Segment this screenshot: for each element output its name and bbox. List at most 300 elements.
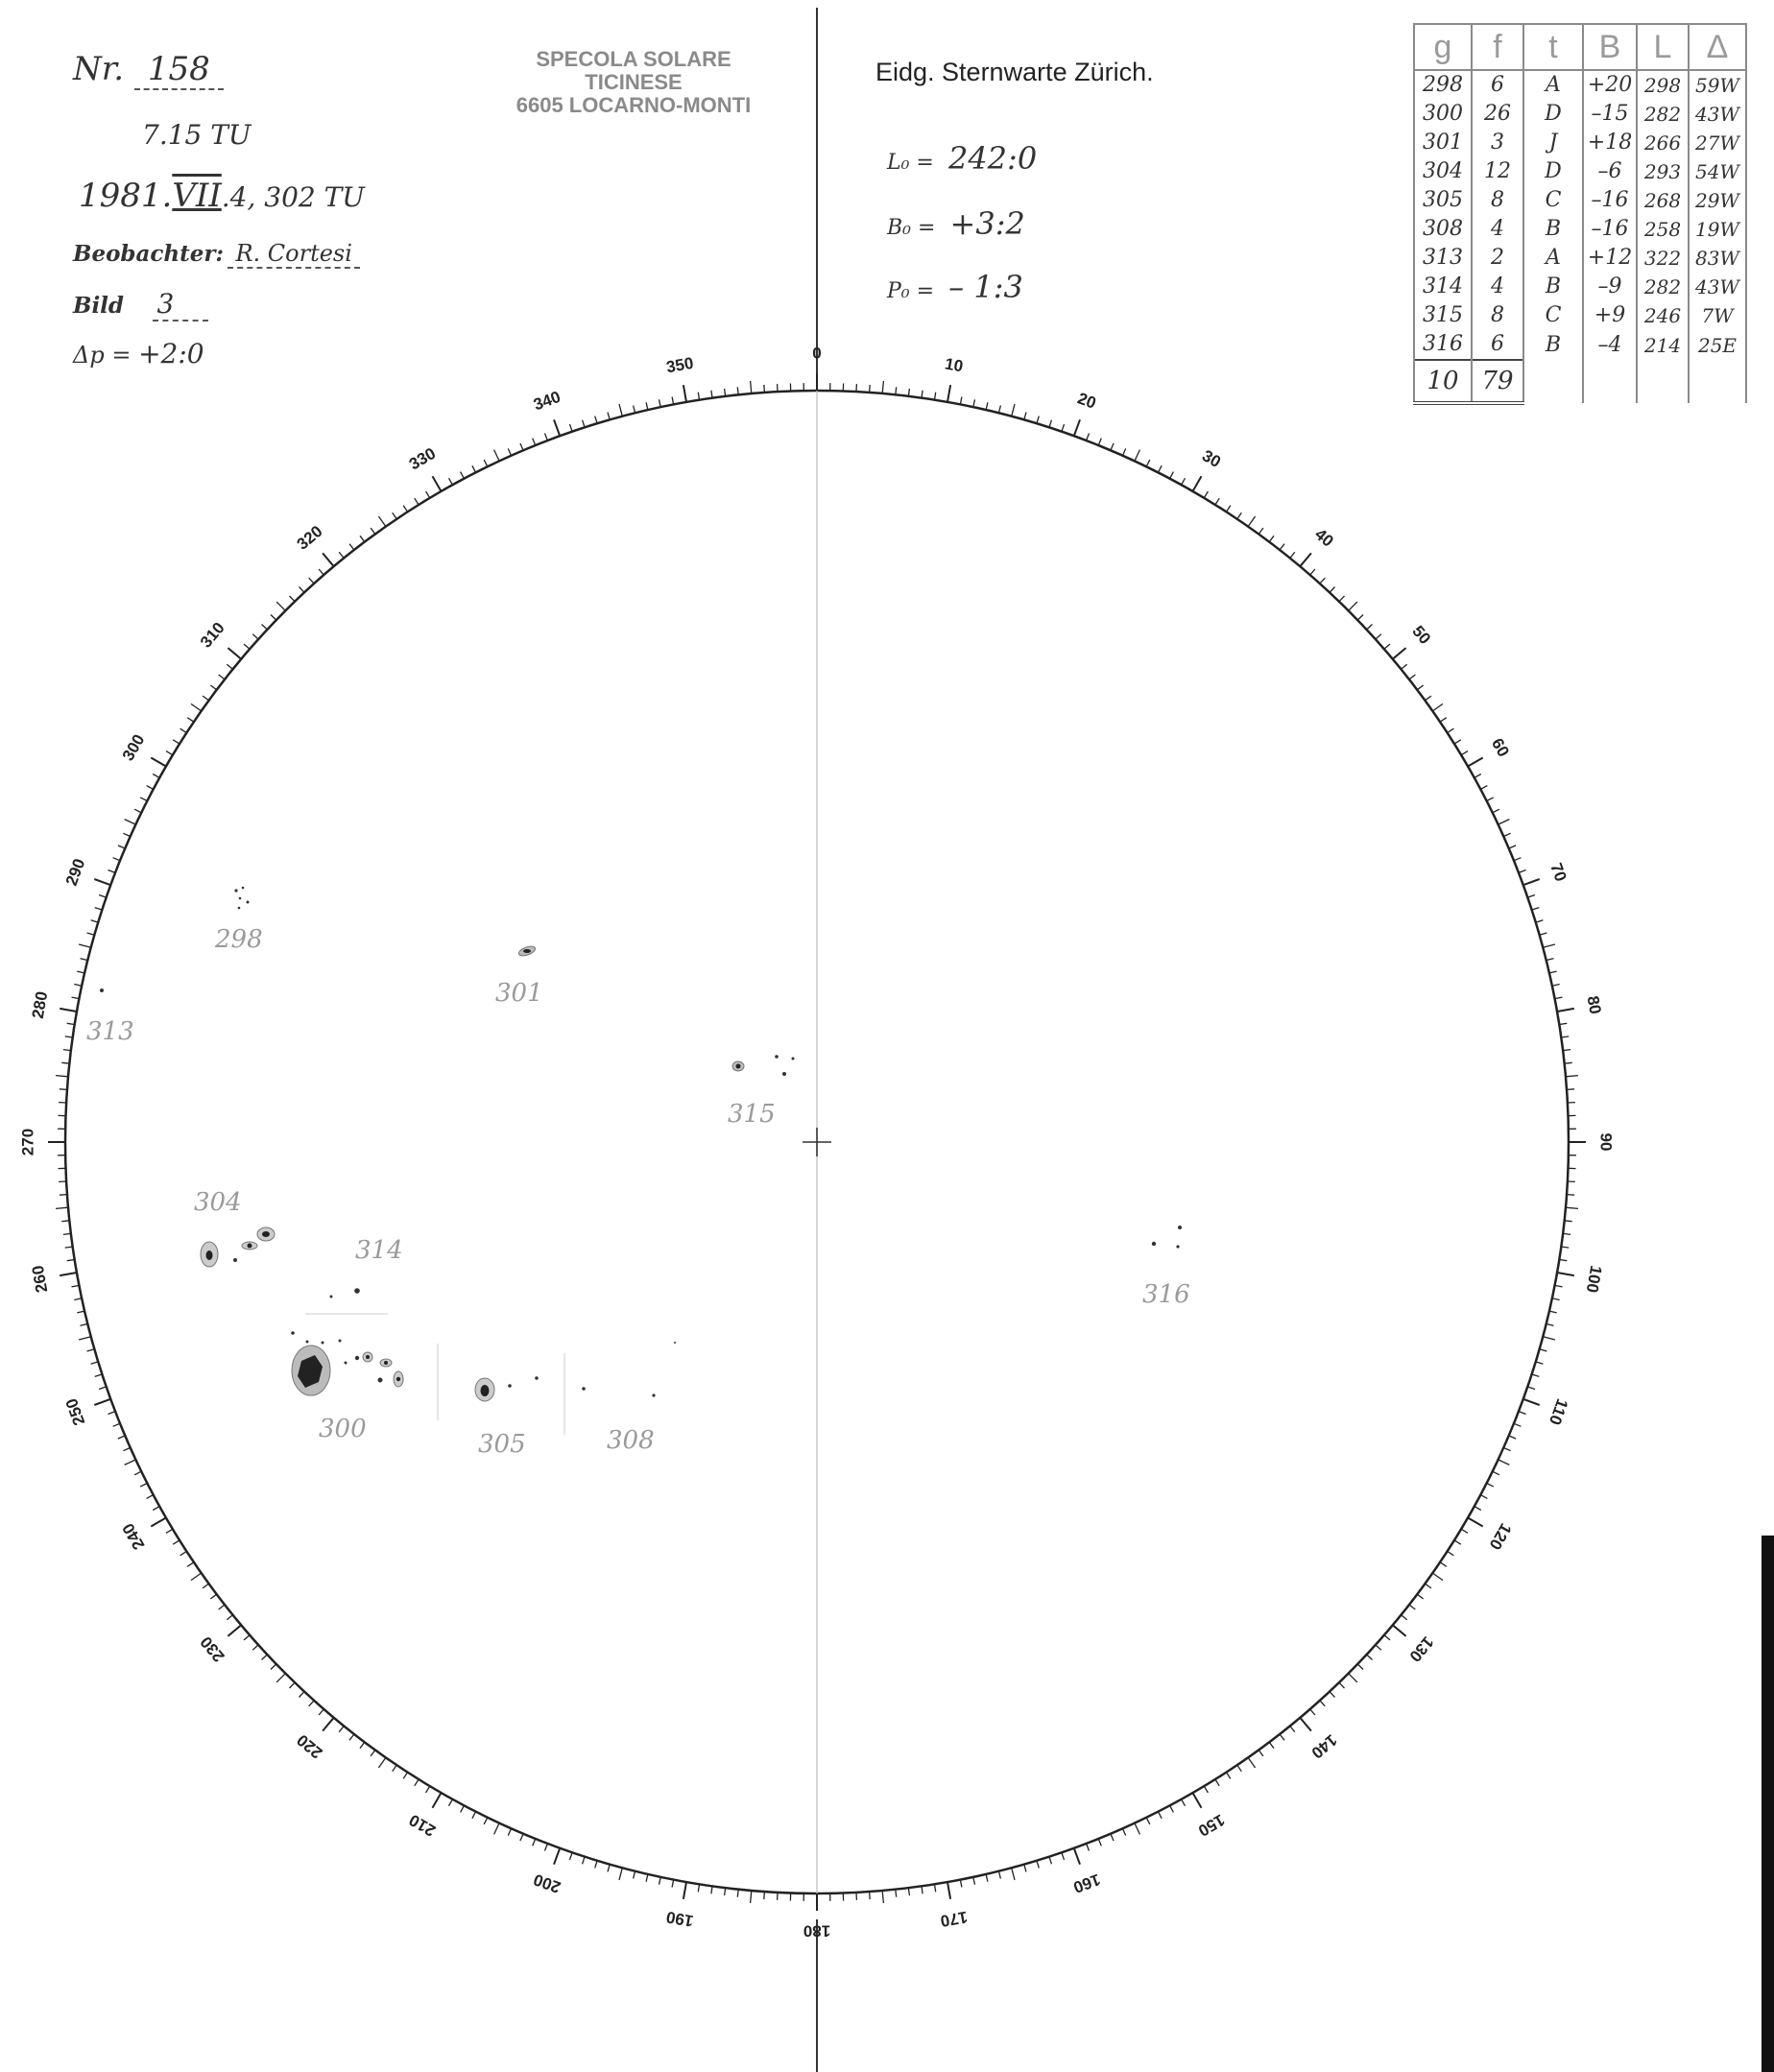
degree-tick — [228, 648, 241, 659]
degree-tick — [1487, 1484, 1494, 1488]
degree-tick — [393, 1765, 397, 1772]
table-cell-g: 298 — [1414, 70, 1472, 100]
sunspot — [508, 1384, 512, 1388]
degree-tick — [56, 1076, 68, 1077]
degree-tick — [187, 1562, 194, 1567]
p0-value: – 1:3 — [948, 269, 1023, 305]
sunspot-umbra — [384, 1361, 388, 1365]
degree-tick — [349, 1734, 354, 1740]
header-f: f — [1472, 24, 1523, 70]
table-cell-g: 304 — [1414, 157, 1472, 186]
degree-tick — [1087, 434, 1090, 441]
degree-tick — [166, 1529, 173, 1533]
degree-tick — [1012, 404, 1015, 417]
degree-tick — [1498, 820, 1510, 825]
degree-tick — [1509, 1436, 1516, 1439]
degree-tick — [140, 1484, 147, 1488]
degree-tick — [608, 413, 610, 420]
degree-label: 180 — [803, 1921, 831, 1941]
degree-tick — [1402, 1615, 1407, 1620]
table-cell-t: A — [1523, 244, 1583, 273]
degree-tick — [520, 1834, 523, 1841]
degree-tick — [65, 1036, 73, 1037]
nr-label: Nr. — [73, 50, 125, 88]
degree-tick — [646, 1874, 648, 1882]
degree-tick — [1493, 809, 1499, 813]
degree-tick — [1280, 544, 1284, 550]
degree-tick — [1215, 498, 1219, 505]
degree-tick — [77, 971, 84, 973]
degree-tick — [1519, 1412, 1526, 1415]
degree-tick — [725, 1888, 726, 1895]
degree-tick — [1182, 1799, 1186, 1806]
degree-tick — [77, 1311, 84, 1313]
degree-tick — [1012, 1868, 1015, 1880]
degree-tick — [986, 1874, 988, 1882]
degree-tick — [960, 1880, 962, 1888]
degree-tick — [74, 985, 82, 987]
degree-tick — [1402, 664, 1407, 669]
group-label-298: 298 — [215, 925, 263, 954]
bild-label: Bild — [73, 293, 124, 319]
stamp-line-2: TICINESE — [585, 70, 683, 94]
degree-tick — [570, 424, 573, 432]
degree-tick — [81, 1323, 88, 1325]
table-total-f: 79 — [1472, 360, 1523, 403]
degree-label: 50 — [1408, 622, 1435, 649]
degree-tick — [60, 1273, 77, 1275]
degree-tick — [960, 397, 962, 405]
degree-tick — [56, 1207, 68, 1208]
table-cell-b: +20 — [1583, 70, 1637, 100]
degree-tick — [244, 1635, 250, 1640]
degree-label: 280 — [28, 989, 52, 1020]
table-cell-b: –6 — [1583, 157, 1637, 186]
degree-tick — [870, 385, 871, 393]
table-cell-t: C — [1523, 301, 1583, 330]
sunspot — [775, 1055, 779, 1059]
degree-tick — [554, 1848, 560, 1865]
degree-tick — [1237, 512, 1242, 519]
degree-tick — [151, 758, 166, 767]
degree-tick — [87, 933, 95, 935]
degree-tick — [1159, 465, 1163, 472]
degree-tick — [63, 1233, 71, 1234]
degree-label: 90 — [1596, 1132, 1616, 1152]
l0-value: 242:0 — [947, 140, 1038, 177]
degree-tick — [1546, 1323, 1554, 1325]
degree-tick — [711, 391, 712, 398]
degree-tick — [1215, 1779, 1219, 1786]
degree-tick — [1384, 1635, 1390, 1640]
degree-tick — [1393, 1625, 1406, 1636]
sunspot — [1152, 1242, 1156, 1246]
table-cell-g: 305 — [1414, 186, 1472, 215]
header-g: g — [1414, 24, 1472, 70]
degree-tick — [1062, 424, 1065, 432]
degree-tick — [986, 402, 988, 410]
table-cell-b: –4 — [1583, 330, 1637, 360]
degree-tick — [1259, 528, 1263, 534]
degree-tick — [91, 920, 99, 922]
degree-tick — [191, 703, 202, 711]
degree-tick — [244, 644, 250, 649]
degree-tick — [60, 1009, 77, 1012]
degree-tick — [1170, 1805, 1174, 1812]
degree-tick — [554, 419, 560, 436]
table-cell-f: 8 — [1472, 186, 1523, 215]
sunspot — [535, 1376, 539, 1380]
l0-label: L₀ = — [887, 151, 934, 175]
degree-tick — [570, 1852, 573, 1860]
degree-tick — [118, 1436, 125, 1439]
degree-tick — [1557, 1009, 1574, 1012]
degree-tick — [1566, 1076, 1578, 1077]
degree-label: 210 — [405, 1810, 440, 1841]
degree-tick — [1310, 569, 1315, 575]
degree-tick — [1555, 997, 1563, 999]
degree-tick — [426, 1786, 430, 1793]
degree-tick — [219, 675, 225, 679]
sunspot-umbra — [248, 1244, 252, 1249]
degree-label: 310 — [196, 618, 228, 652]
degree-tick — [683, 385, 686, 402]
table-cell-b: +12 — [1583, 244, 1637, 273]
degree-tick — [659, 1877, 661, 1885]
degree-tick — [1237, 1765, 1242, 1772]
table-cell-b: –16 — [1583, 215, 1637, 244]
degree-tick — [1440, 718, 1447, 723]
degree-tick — [91, 1362, 99, 1364]
degree-tick — [711, 1886, 712, 1893]
degree-tick — [1376, 1645, 1381, 1650]
sunspot-group-298 — [234, 887, 249, 910]
group-label-308: 308 — [607, 1426, 655, 1455]
degree-label: 120 — [1485, 1519, 1516, 1554]
table-cell-g: 301 — [1414, 129, 1472, 157]
degree-tick — [1409, 675, 1415, 679]
degree-tick — [1135, 1823, 1140, 1835]
degree-label: 0 — [812, 344, 822, 363]
degree-tick — [1024, 1865, 1026, 1872]
degree-tick — [1536, 1362, 1544, 1364]
degree-tick — [1320, 1701, 1325, 1706]
degree-tick — [67, 1260, 75, 1261]
degree-tick — [672, 1880, 674, 1888]
sunspot — [330, 1296, 333, 1298]
degree-tick — [60, 1089, 67, 1090]
degree-tick — [1527, 1387, 1535, 1390]
degree-tick — [545, 434, 548, 441]
degree-tick — [271, 615, 276, 621]
nr-value: 158 — [134, 50, 224, 90]
degree-tick — [947, 385, 950, 402]
degree-label: 190 — [664, 1907, 695, 1931]
degree-tick — [1074, 1848, 1080, 1865]
degree-tick — [882, 381, 883, 393]
table-cell-t: C — [1523, 186, 1583, 215]
degree-label: 140 — [1307, 1730, 1341, 1763]
degree-tick — [147, 786, 154, 790]
degree-tick — [1417, 685, 1423, 690]
degree-tick — [1567, 1089, 1574, 1090]
degree-tick — [180, 1552, 187, 1556]
degree-tick — [309, 578, 314, 583]
degree-tick — [95, 908, 103, 910]
degree-label: 10 — [943, 354, 965, 376]
table-cell-d: 54W — [1689, 157, 1746, 186]
degree-tick — [300, 587, 305, 593]
degree-tick — [108, 1412, 116, 1415]
degree-tick — [87, 1349, 95, 1351]
sunspot-umbra — [366, 1355, 370, 1359]
table-cell-f: 3 — [1472, 129, 1523, 157]
degree-tick — [608, 1865, 610, 1872]
degree-tick — [461, 472, 465, 479]
degree-tick — [415, 498, 419, 505]
degree-tick — [1461, 751, 1468, 755]
degree-tick — [108, 870, 116, 873]
degree-tick — [203, 1584, 208, 1588]
degree-tick — [426, 491, 430, 498]
sunspot-group-308 — [582, 1342, 676, 1397]
degree-tick — [371, 1750, 375, 1756]
degree-label: 300 — [118, 730, 149, 765]
degree-tick — [203, 696, 208, 701]
sunspot-umbra — [523, 949, 531, 953]
degree-tick — [1024, 413, 1026, 420]
table-cell-d: 83W — [1689, 244, 1746, 273]
table-cell-t: D — [1523, 157, 1583, 186]
degree-tick — [262, 625, 268, 631]
degree-tick — [472, 465, 476, 472]
table-cell-t: D — [1523, 100, 1583, 129]
degree-tick — [79, 1337, 91, 1340]
group-label-301: 301 — [495, 979, 543, 1008]
degree-tick — [1487, 798, 1494, 801]
table-cell-l: 282 — [1637, 273, 1689, 301]
observatory-title: Eidg. Sternwarte Zürich. — [875, 58, 1154, 86]
degree-tick — [1146, 460, 1150, 466]
degree-tick — [698, 1884, 699, 1892]
degree-tick — [1426, 696, 1431, 701]
degree-tick — [1146, 1818, 1150, 1824]
degree-tick — [433, 1793, 442, 1808]
table-cell-g: 313 — [1414, 244, 1472, 273]
degree-tick — [764, 1892, 765, 1899]
delta-p-label: Δp = — [73, 342, 132, 369]
date-month: VII — [172, 177, 222, 215]
b0-value: +3:2 — [949, 205, 1025, 242]
degree-tick — [634, 1871, 635, 1879]
degree-tick — [95, 1374, 103, 1376]
group-label-305: 305 — [478, 1430, 526, 1459]
sunspot — [322, 1342, 324, 1345]
sunspot-group-305 — [475, 1376, 539, 1401]
table-cell-f: 26 — [1472, 100, 1523, 129]
degree-tick — [922, 1886, 923, 1893]
degree-tick — [998, 406, 1000, 414]
degree-tick — [1111, 1834, 1114, 1841]
degree-tick — [935, 393, 936, 400]
degree-tick — [1503, 833, 1510, 836]
degree-tick — [371, 528, 375, 534]
degree-tick — [378, 516, 386, 527]
degree-label: 240 — [118, 1519, 149, 1554]
header-b: B — [1583, 24, 1637, 70]
degree-tick — [1549, 1311, 1557, 1313]
degree-tick — [1248, 516, 1256, 527]
degree-tick — [449, 478, 453, 485]
degree-tick — [1098, 439, 1101, 445]
degree-tick — [1468, 758, 1483, 767]
degree-tick — [737, 387, 738, 394]
table-cell-d: 7W — [1689, 301, 1746, 330]
degree-label: 230 — [196, 1632, 228, 1666]
degree-tick — [672, 397, 674, 405]
degree-tick — [533, 439, 536, 445]
degree-tick — [153, 774, 159, 778]
header-l: L — [1637, 24, 1689, 70]
degree-tick — [433, 476, 442, 491]
degree-label: 250 — [61, 1395, 89, 1428]
degree-tick — [1454, 1540, 1461, 1544]
degree-label: 220 — [293, 1730, 326, 1763]
degree-tick — [323, 1718, 334, 1731]
degree-tick — [339, 552, 344, 558]
degree-tick — [65, 1247, 73, 1248]
degree-tick — [1426, 1584, 1431, 1588]
degree-label: 160 — [1070, 1870, 1103, 1897]
degree-tick — [1259, 1750, 1263, 1756]
degree-tick — [134, 1471, 141, 1475]
sunspot — [652, 1393, 655, 1396]
degree-tick — [323, 553, 334, 566]
table-cell-l: 258 — [1637, 215, 1689, 244]
table-cell-g: 300 — [1414, 100, 1472, 129]
degree-tick — [908, 1888, 909, 1895]
degree-tick — [1330, 1692, 1335, 1698]
degree-tick — [1280, 1734, 1284, 1740]
degree-tick — [1349, 1674, 1357, 1682]
sunspot — [1178, 1226, 1182, 1229]
degree-tick — [659, 399, 661, 407]
degree-tick — [79, 944, 91, 947]
degree-tick — [1290, 1727, 1295, 1732]
table-total-g: 10 — [1414, 360, 1472, 403]
sunspot — [234, 889, 237, 892]
degree-tick — [1474, 774, 1481, 778]
degree-label: 340 — [531, 387, 563, 415]
degree-tick — [1559, 1260, 1567, 1261]
sunspot — [345, 1362, 348, 1365]
degree-tick — [60, 1195, 67, 1196]
degree-tick — [378, 1757, 386, 1768]
degree-tick — [61, 1221, 69, 1222]
degree-label: 80 — [1583, 994, 1605, 1016]
degree-tick — [1339, 596, 1345, 602]
degree-tick — [1527, 895, 1535, 898]
degree-tick — [415, 1779, 419, 1786]
degree-tick — [947, 1882, 950, 1899]
degree-tick — [1432, 1573, 1443, 1581]
degree-label: 100 — [1582, 1264, 1606, 1295]
table-cell-b: +18 — [1583, 129, 1637, 157]
degree-label: 350 — [664, 353, 695, 377]
observer-label: Beobachter: — [73, 241, 224, 267]
degree-tick — [393, 512, 397, 519]
degree-tick — [1493, 1471, 1499, 1475]
degree-tick — [1563, 1233, 1570, 1234]
degree-tick — [290, 1682, 296, 1688]
degree-tick — [1182, 478, 1186, 485]
table-cell-l: 282 — [1637, 100, 1689, 129]
degree-tick — [276, 1674, 285, 1682]
degree-tick — [634, 406, 635, 414]
degree-tick — [998, 1871, 1000, 1879]
degree-tick — [99, 895, 107, 898]
sunspot-umbra — [262, 1231, 270, 1237]
group-label-316: 316 — [1142, 1280, 1190, 1309]
table-cell-d: 43W — [1689, 273, 1746, 301]
sunspot — [378, 1378, 383, 1383]
table-cell-d: 59W — [1689, 70, 1746, 100]
group-label-314: 314 — [355, 1236, 403, 1265]
degree-tick — [1269, 1742, 1274, 1748]
degree-tick — [908, 389, 909, 396]
sunspot-umbra — [481, 1385, 490, 1396]
degree-tick — [494, 450, 500, 462]
degree-tick — [1193, 1793, 1202, 1808]
degree-tick — [147, 1495, 154, 1499]
degree-label: 70 — [1546, 860, 1570, 884]
observation-time: 7.15 TU — [142, 119, 252, 151]
degree-tick — [1552, 1298, 1560, 1300]
degree-tick — [1290, 552, 1295, 558]
degree-tick — [1552, 985, 1560, 987]
degree-tick — [1561, 1036, 1569, 1037]
degree-tick — [173, 740, 180, 744]
degree-tick — [153, 1507, 159, 1511]
degree-tick — [360, 536, 365, 541]
degree-tick — [99, 1387, 107, 1390]
degree-tick — [151, 1518, 166, 1527]
degree-tick — [1123, 1828, 1126, 1835]
sunspot-umbra — [396, 1377, 400, 1381]
degree-tick — [1349, 602, 1357, 610]
degree-tick — [191, 1573, 202, 1581]
degree-tick — [1498, 1460, 1510, 1465]
degree-tick — [545, 1844, 548, 1851]
degree-tick — [1448, 728, 1454, 732]
degree-tick — [166, 751, 173, 755]
degree-label: 30 — [1199, 446, 1224, 472]
degree-tick — [1098, 1839, 1101, 1846]
table-cell-f: 4 — [1472, 273, 1523, 301]
degree-tick — [1049, 420, 1051, 428]
sunspot-umbra — [206, 1250, 213, 1260]
degree-tick — [1384, 644, 1390, 649]
table-cell-g: 316 — [1414, 330, 1472, 360]
degree-tick — [1559, 1023, 1567, 1024]
degree-tick — [1565, 1221, 1572, 1222]
degree-tick — [508, 448, 511, 455]
degree-tick — [1170, 472, 1174, 479]
degree-tick — [1227, 1773, 1231, 1779]
group-label-313: 313 — [86, 1017, 134, 1046]
degree-tick — [533, 1839, 536, 1846]
degree-tick — [922, 391, 923, 398]
